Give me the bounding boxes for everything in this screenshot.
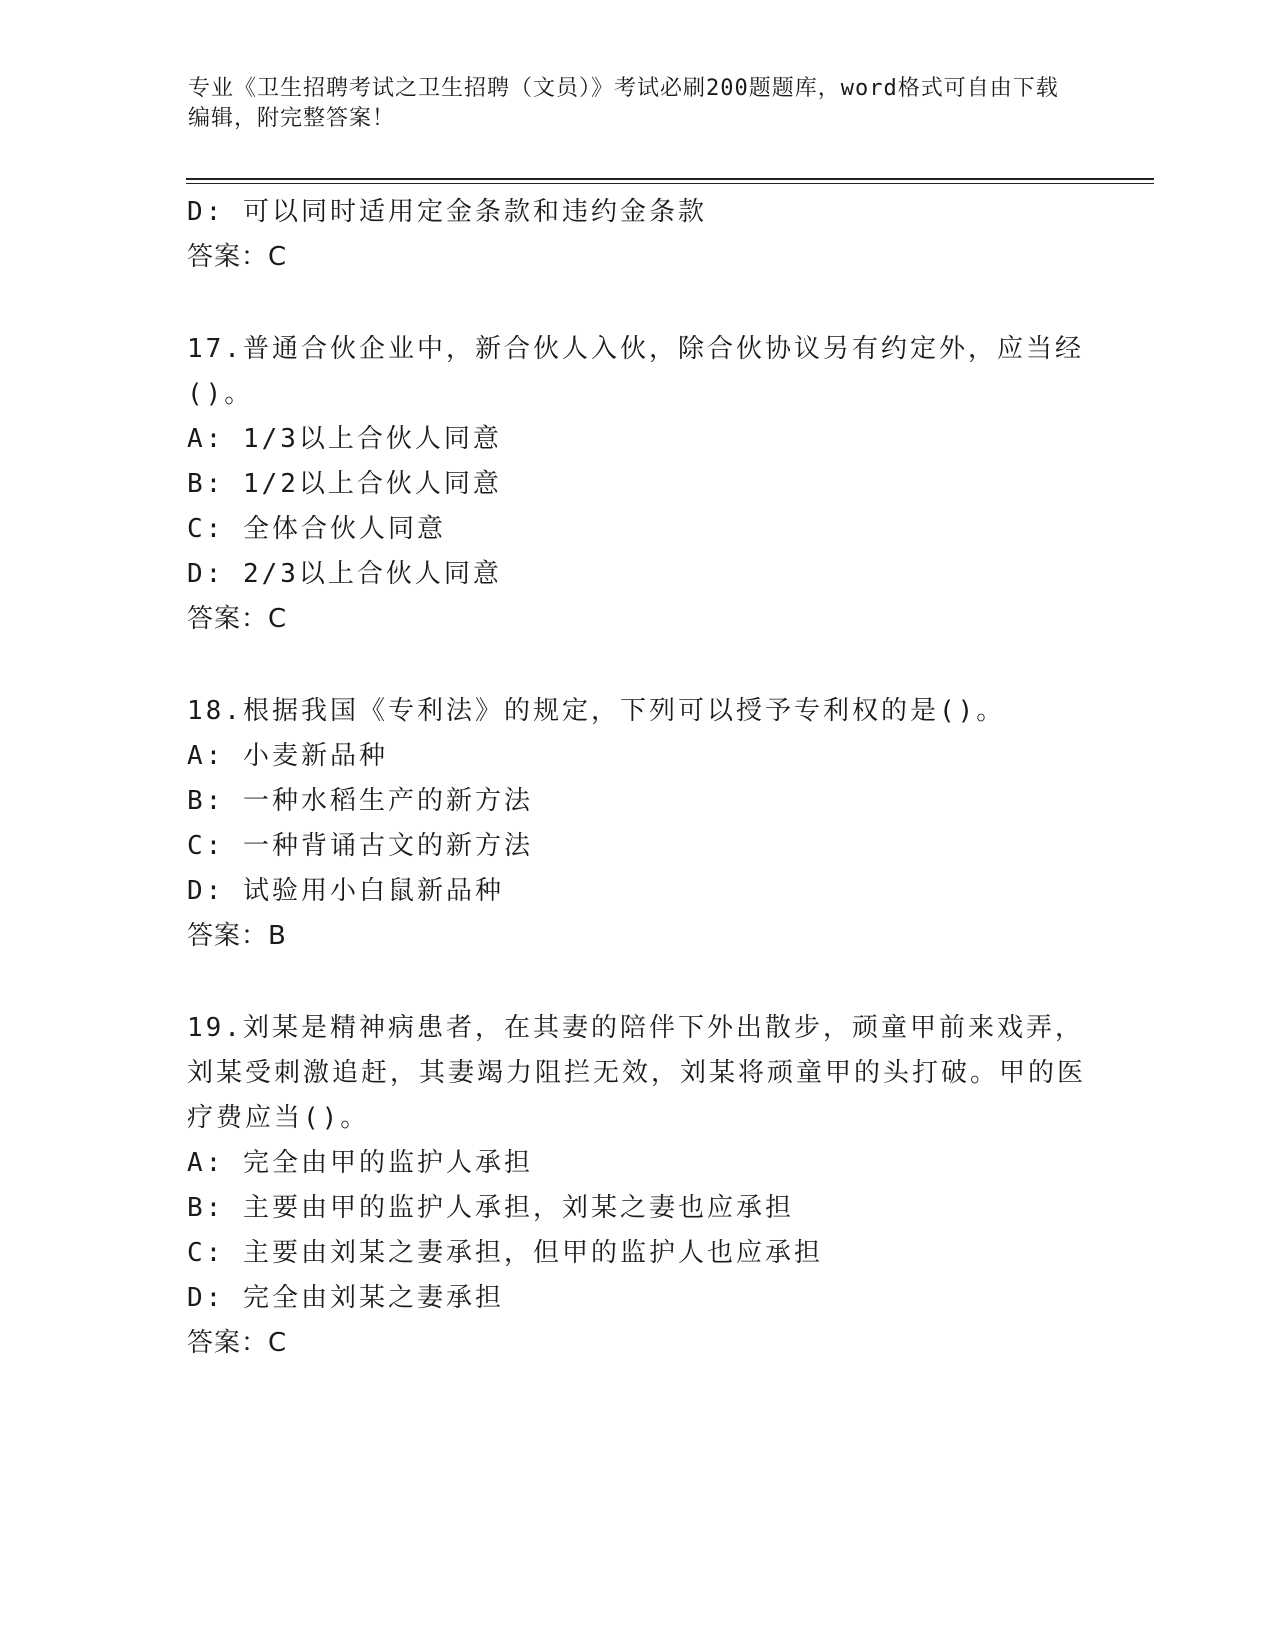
- document-header: 专业《卫生招聘考试之卫生招聘（文员）》考试必刷200题题库，word格式可自由下载编辑，附完整答案！: [188, 76, 1059, 131]
- question-18: [187, 689, 1087, 959]
- option-a: A: 小麦新品种: [187, 741, 388, 771]
- header-rule-thick: [186, 178, 1154, 180]
- answer: 答案：C: [187, 1328, 288, 1358]
- option-a: A: 1/3以上合伙人同意: [187, 424, 502, 454]
- answer: 答案：C: [187, 242, 288, 272]
- option-d: D: 2/3以上合伙人同意: [187, 559, 502, 589]
- question-stem: 17.普通合伙企业中，新合伙人入伙，除合伙协议另有约定外，应当经()。: [187, 334, 1084, 409]
- question-19: [187, 1006, 1087, 1366]
- question-17: [187, 327, 1087, 642]
- question-stem: 19.刘某是精神病患者，在其妻的陪伴下外出散步，顽童甲前来戏弄，刘某受刺激追赶，其妻竭力阻拦无效，刘某将顽童甲的头打破。甲的医疗费应当()。: [187, 1013, 1087, 1133]
- option-d: D: 试验用小白鼠新品种: [187, 876, 504, 906]
- option-b: B: 1/2以上合伙人同意: [187, 469, 502, 499]
- option-b: B: 主要由甲的监护人承担，刘某之妻也应承担: [187, 1193, 794, 1223]
- option-a: A: 完全由甲的监护人承担: [187, 1148, 533, 1178]
- question-list: [187, 190, 1087, 1366]
- option-c: C: 一种背诵古文的新方法: [187, 831, 533, 861]
- option-d: D: 可以同时适用定金条款和违约金条款: [187, 197, 707, 227]
- option-b: B: 一种水稻生产的新方法: [187, 786, 533, 816]
- answer: 答案：B: [187, 921, 287, 951]
- question-stem: 18.根据我国《专利法》的规定，下列可以授予专利权的是()。: [187, 696, 1006, 726]
- option-c: C: 全体合伙人同意: [187, 514, 446, 544]
- header-rule-thin: [186, 183, 1154, 184]
- option-d: D: 完全由刘某之妻承担: [187, 1283, 504, 1313]
- option-c: C: 主要由刘某之妻承担，但甲的监护人也应承担: [187, 1238, 823, 1268]
- answer: 答案：C: [187, 604, 288, 634]
